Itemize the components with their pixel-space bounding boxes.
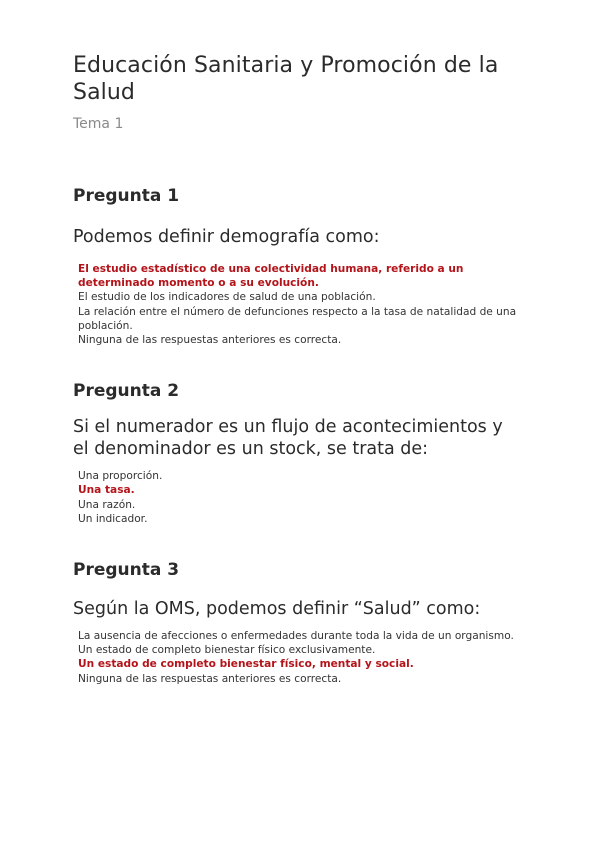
answer-option: Un indicador. bbox=[78, 512, 148, 525]
answer-option: Un estado de completo bienestar físico exclusivamente. bbox=[78, 644, 376, 657]
answer-option: Ninguna de las respuestas anteriores es correcta. bbox=[78, 672, 342, 685]
answer-option: La ausencia de afecciones o enfermedades durante toda la vida de un organismo. bbox=[78, 630, 514, 643]
answer-option: La relación entre el número de defunciones respecto a la tasa de natalidad de una población. bbox=[78, 305, 517, 332]
answer-option: Ninguna de las respuestas anteriores es correcta. bbox=[78, 334, 342, 347]
document-page bbox=[73, 52, 523, 686]
question-number: Pregunta 2 bbox=[73, 381, 180, 402]
question-2 bbox=[73, 380, 523, 526]
answer-options bbox=[73, 262, 523, 347]
answer-options bbox=[73, 629, 523, 686]
answer-options bbox=[73, 469, 523, 526]
answer-option-correct: Una tasa. bbox=[78, 484, 135, 497]
question-number: Pregunta 3 bbox=[73, 560, 180, 581]
answer-option: Una razón. bbox=[78, 498, 136, 511]
question-text: Según la OMS, podemos definir “Salud” como: bbox=[73, 599, 481, 620]
question-number: Pregunta 1 bbox=[73, 186, 180, 206]
answer-option: Una proporción. bbox=[78, 470, 163, 483]
question-1 bbox=[73, 185, 523, 347]
answer-option-correct: El estudio estadístico de una colectividad humana, referido a un determinado momento o a su evolución. bbox=[78, 263, 464, 290]
question-text: Podemos definir demografía como: bbox=[73, 227, 380, 247]
question-3 bbox=[73, 559, 523, 686]
document-title: Educación Sanitaria y Promoción de la Salud bbox=[73, 53, 499, 105]
question-text: Si el numerador es un flujo de acontecimientos y el denominador es un stock, se trata de: bbox=[73, 417, 503, 460]
answer-option: El estudio de los indicadores de salud de una población. bbox=[78, 291, 376, 304]
answer-option-correct: Un estado de completo bienestar físico, mental y social. bbox=[78, 658, 414, 671]
document-subtitle: Tema 1 bbox=[73, 116, 124, 132]
